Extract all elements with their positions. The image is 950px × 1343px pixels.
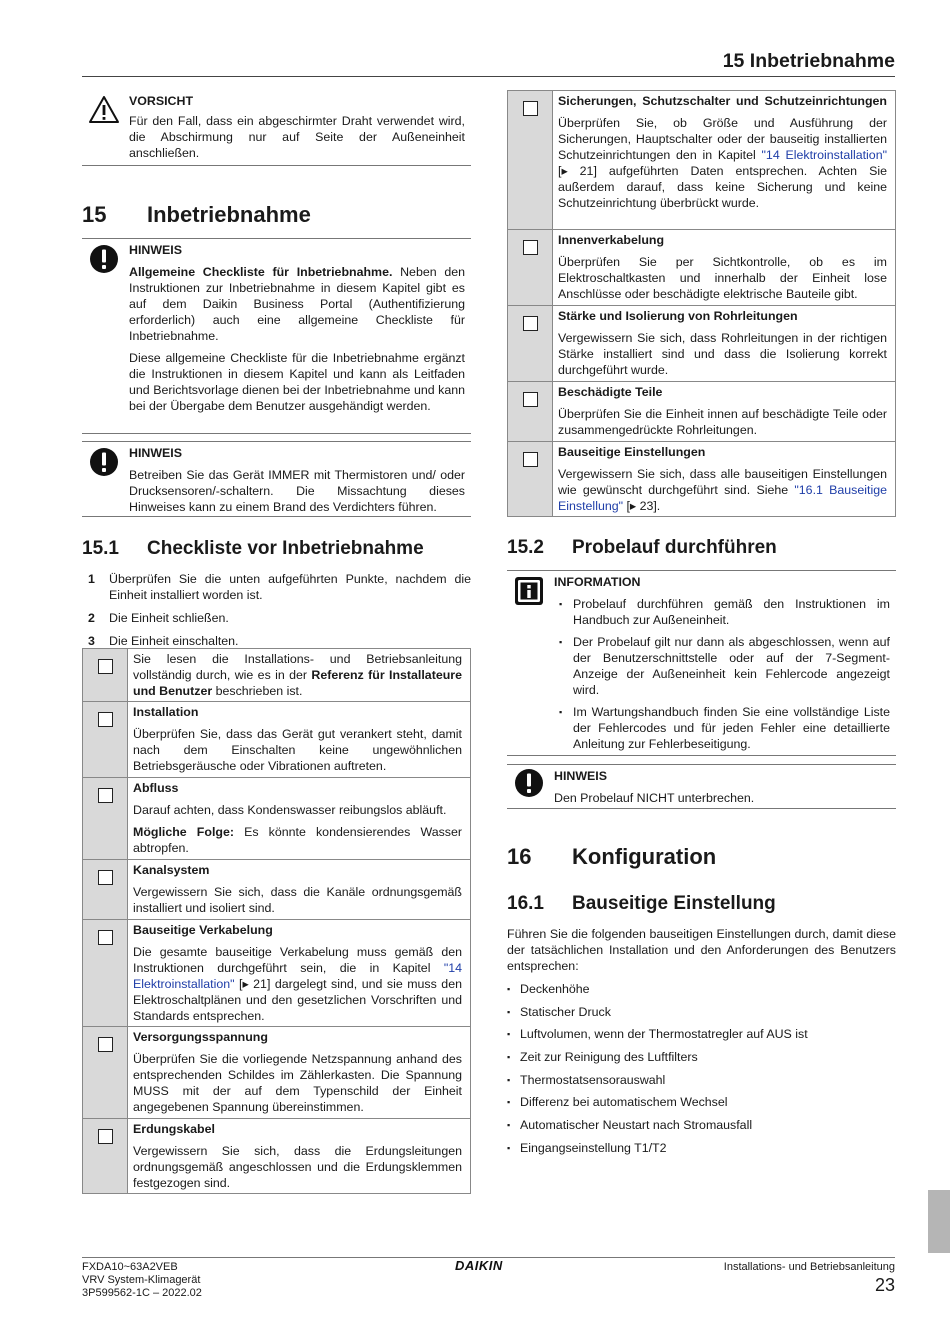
section-number: 15.2	[507, 537, 544, 558]
checkbox-cell	[83, 702, 128, 778]
configuration-settings-list	[507, 981, 896, 1163]
row-title: Kanalsystem	[133, 863, 210, 877]
row-text-bold: Referenz für Installateure und Benutzer	[133, 668, 462, 698]
section-title: Inbetriebnahme	[147, 202, 311, 227]
row-text	[558, 115, 887, 211]
consequence-label: Mögliche Folge:	[133, 825, 234, 839]
footer-manual-title: Installations- und Betriebsanleitung	[723, 1261, 895, 1273]
checkbox-cell	[83, 649, 128, 702]
section-number: 15	[82, 202, 107, 227]
section-number: 16	[507, 844, 532, 869]
row-title: Beschädigte Teile	[558, 385, 663, 399]
list-item: ▪ Automatischer Neustart nach Stromausfall	[507, 1117, 896, 1133]
information-box	[507, 570, 896, 756]
section-15-heading	[82, 202, 471, 228]
procedure-steps	[82, 571, 471, 656]
pre-commissioning-checklist	[82, 648, 471, 1194]
notice-lead-text: Neben den Instruktionen zur Inbetriebnahme in diesem Kapitel gibt es auf dem Daikin Business Portal (Authentifizierung erforderlich) auch eine allgemeine Checkliste für Inbetriebnahme.	[129, 265, 465, 343]
notice-box-checklist	[82, 238, 471, 434]
row-text-part: Die gesamte bauseitige Verkabelung muss gemäß den Instruktionen durchgeführt sein, die in Kapitel	[133, 945, 462, 975]
checklist-row	[508, 382, 896, 442]
step-item	[82, 633, 471, 649]
notice-box-thermistors	[82, 441, 471, 517]
checklist-row	[83, 1119, 471, 1194]
section-number: 16.1	[507, 893, 544, 914]
consequence-text: Es könnte kondensierendes Wasser abtropfen.	[133, 825, 463, 855]
information-icon	[513, 575, 545, 607]
list-item: ▪ Eingangseinstellung T1/T2	[507, 1140, 896, 1156]
checkbox-icon[interactable]	[98, 788, 113, 803]
section-title: Checkliste vor Inbetriebnahme	[147, 538, 424, 559]
row-title: Stärke und Isolierung von Rohrleitungen	[558, 309, 798, 323]
step-text: Überprüfen Sie die unten aufgeführten Punkte, nachdem die Einheit installiert worden ist.	[109, 572, 471, 602]
checkbox-cell	[508, 306, 553, 382]
list-item: ▪ Im Wartungshandbuch finden Sie eine vollständige Liste der Fehlercodes und für jeden Fehler eine detaillierte Anleitung zur Fehlerbeseitigung.	[554, 704, 890, 752]
checkbox-cell	[83, 778, 128, 860]
footer-right	[724, 1261, 895, 1296]
row-text: Überprüfen Sie, dass das Gerät gut verankert steht, damit nach dem Einschalten keine ungewöhnlichen Betriebsgeräusche oder Vibrationen auftreten.	[133, 727, 462, 773]
list-item: ▪ Luftvolumen, wenn der Thermostatregler auf AUS ist	[507, 1026, 896, 1042]
page-reference: [▸ 23]	[623, 499, 657, 513]
section-15-1-heading	[82, 538, 471, 560]
checklist-row	[508, 230, 896, 306]
checkbox-icon[interactable]	[98, 659, 113, 674]
checkbox-icon[interactable]	[98, 1037, 113, 1052]
section-number: 15.1	[82, 538, 119, 559]
row-title: Versorgungsspannung	[133, 1030, 268, 1044]
row-title: Erdungskabel	[133, 1122, 215, 1136]
running-header-title: 15 Inbetriebnahme	[722, 50, 895, 72]
notice-title: HINWEIS	[129, 243, 183, 257]
checklist-text	[553, 306, 896, 382]
list-item: ▪ Der Probelauf gilt nur dann als abgeschlossen, wenn auf der Benutzerschnittstelle oder auf der 7-Segment-Anzeige der Außeneinheit kein Fehlercode angezeigt wird.	[554, 634, 890, 698]
caution-box	[82, 90, 471, 166]
row-title: Abfluss	[133, 781, 179, 795]
checkbox-cell	[83, 1027, 128, 1119]
row-text-part: aufgeführten Daten entsprechen. Achten Sie außerdem darauf, dass keine Sicherung und keine Schutzeinrichtung überbrückt wurde.	[558, 164, 887, 210]
row-title: Sicherungen, Schutzschalter und Schutzeinrichtungen	[558, 94, 887, 108]
checklist-text	[553, 442, 896, 517]
checkbox-icon[interactable]	[523, 101, 538, 116]
list-item: ▪ Thermostatsensorauswahl	[507, 1072, 896, 1088]
row-text-part: .	[656, 499, 661, 513]
section-title: Bauseitige Einstellung	[572, 893, 776, 914]
checklist-text	[128, 860, 471, 920]
checklist-text	[128, 1027, 471, 1119]
checklist-text	[553, 382, 896, 442]
notice-text: Betreiben Sie das Gerät IMMER mit Thermistoren und/ oder Drucksensoren/-schaltern. Die Missachtung dieses Hinweises kann zu einem Brand des Verdichters führen.	[129, 468, 465, 514]
checkbox-cell	[83, 1119, 128, 1194]
checkbox-cell	[83, 860, 128, 920]
information-list	[554, 596, 890, 752]
page-reference: [▸ 21]	[234, 977, 271, 991]
step-number: 3	[88, 634, 95, 648]
checkbox-icon[interactable]	[98, 870, 113, 885]
footer-document-id: 3P599562-1C – 2022.02	[82, 1287, 202, 1299]
warning-triangle-icon	[88, 94, 120, 126]
row-text: Darauf achten, dass Kondenswasser reibungslos abläuft.	[133, 803, 447, 817]
step-text: Die Einheit schließen.	[109, 611, 229, 625]
checklist-text	[128, 920, 471, 1027]
row-text: Vergewissern Sie sich, dass die Erdungsleitungen ordnungsgemäß angeschlossen und die Erdungsklemmen festgezogen sind.	[133, 1144, 462, 1190]
step-text: Die Einheit einschalten.	[109, 634, 239, 648]
notice-text: Den Probelauf NICHT unterbrechen.	[554, 791, 755, 805]
checkbox-cell	[508, 230, 553, 306]
notice-title: HINWEIS	[554, 769, 608, 783]
cross-reference-link[interactable]: "14 Elektroinstallation"	[761, 148, 887, 162]
page-number: 23	[874, 1275, 895, 1295]
notice-exclamation-icon	[88, 243, 120, 275]
configuration-intro: Führen Sie die folgenden bauseitigen Einstellungen durch, damit diese der tatsächlichen Installation und den Anforderungen des Benutzers entsprechen:	[507, 927, 896, 973]
notice-title: HINWEIS	[129, 446, 183, 460]
checkbox-icon[interactable]	[523, 392, 538, 407]
checklist-text	[128, 649, 471, 702]
checkbox-icon[interactable]	[98, 1129, 113, 1144]
checklist-row	[508, 442, 896, 517]
checklist-row	[83, 920, 471, 1027]
row-title: Installation	[133, 705, 199, 719]
list-item: ▪ Deckenhöhe	[507, 981, 896, 997]
row-text-part: dargelegt sind, und sie muss den Elektroschaltplänen und den gesetzlichen Vorschriften und Standards entsprechen.	[133, 977, 462, 1023]
step-number: 1	[88, 572, 95, 586]
notice-exclamation-icon	[88, 446, 120, 478]
chapter-side-tab	[928, 1190, 950, 1253]
checklist-row	[83, 1027, 471, 1119]
checklist-row	[83, 860, 471, 920]
row-text: Überprüfen Sie die vorliegende Netzspannung anhand des entsprechenden Schildes im Zählerkasten. Die Spannung MUSS mit der auf dem Typenschild der Einheit angegebenen Spannung übereinstimmen.	[133, 1052, 462, 1114]
page-reference: [▸ 21]	[558, 164, 597, 178]
section-15-2-heading	[507, 537, 896, 559]
checkbox-icon[interactable]	[523, 240, 538, 255]
checkbox-icon[interactable]	[523, 316, 538, 331]
checklist-text	[553, 230, 896, 306]
row-text: Überprüfen Sie die Einheit innen auf beschädigte Teile oder zusammengedrückte Rohrleitungen.	[558, 407, 887, 437]
footer-product: VRV System-Klimagerät	[82, 1274, 201, 1286]
checklist-row	[83, 702, 471, 778]
header-rule	[82, 76, 895, 77]
row-title: Bauseitige Verkabelung	[133, 923, 273, 937]
notice-box-test-run	[507, 764, 896, 809]
checkbox-cell	[83, 920, 128, 1027]
checklist-text	[128, 1119, 471, 1194]
caution-text: Für den Fall, dass ein abgeschirmter Draht verwendet wird, die Abschirmung nur auf Seite der Außeneinheit anschließen.	[129, 114, 465, 160]
row-text: beschrieben ist.	[212, 684, 303, 698]
footer-left	[82, 1261, 202, 1300]
cross-reference-link[interactable]: "16.1 Bauseitige Einstellung"	[558, 483, 887, 513]
section-16-heading	[507, 844, 896, 870]
footer-model: FXDA10~63A2VEB	[82, 1261, 178, 1273]
checklist-row	[508, 306, 896, 382]
cross-reference-link[interactable]: "14 Elektroinstallation"	[133, 961, 462, 991]
section-title: Konfiguration	[572, 844, 717, 869]
checkbox-icon[interactable]	[523, 452, 538, 467]
row-text-part: Überprüfen Sie, ob Größe und Ausführung der Sicherungen, Hauptschalter oder der bauseitig installierten Schutzeinrichtungen den in Kapitel	[558, 116, 887, 162]
checklist-row	[83, 778, 471, 860]
notice-paragraph-1	[129, 264, 465, 344]
checklist-row	[83, 649, 471, 702]
list-item: ▪ Probelauf durchführen gemäß den Instruktionen im Handbuch zur Außeneinheit.	[554, 596, 890, 628]
row-title: Innenverkabelung	[558, 233, 665, 247]
caution-title: VORSICHT	[129, 94, 194, 108]
checklist-text	[553, 91, 896, 230]
checkbox-cell	[508, 442, 553, 517]
row-text	[133, 944, 462, 1024]
row-text: Vergewissern Sie sich, dass die Kanäle ordnungsgemäß installiert und isoliert sind.	[133, 885, 462, 915]
row-text-part: Vergewissern Sie sich, dass alle bauseitigen Einstellungen wie gewünscht durchgeführt sind. Siehe	[558, 467, 887, 497]
information-title: INFORMATION	[554, 575, 641, 589]
daikin-logo: DAIKIN	[455, 1258, 503, 1273]
list-item: ▪ Statischer Druck	[507, 1004, 896, 1020]
section-16-1-heading	[507, 893, 896, 915]
notice-exclamation-icon	[513, 767, 545, 799]
row-text	[558, 466, 887, 514]
row-text: Sie lesen die Installations- und Betriebsanleitung vollständig durch, wie es in der	[133, 652, 462, 682]
row-text: Vergewissern Sie sich, dass Rohrleitungen in der richtigen Stärke installiert sind und dass die Isolierung korrekt durchgeführt wurde.	[558, 331, 887, 377]
notice-lead: Allgemeine Checkliste für Inbetriebnahme.	[129, 265, 393, 279]
checkbox-icon[interactable]	[98, 930, 113, 945]
notice-paragraph-2: Diese allgemeine Checkliste für die Inbetriebnahme ergänzt die Instruktionen in diesem Kapitel und kann als Leitfaden und Berichtsvorlage dienen bei der Inbetriebnahme und kann bei der Übergabe dem Benutzer ausgehändigt werden.	[129, 351, 465, 413]
row-text: Überprüfen Sie per Sichtkontrolle, ob es im Elektroschaltkasten und innerhalb der Einheit lose Anschlüsse oder beschädigte elektrische Bauteile gibt.	[558, 255, 887, 301]
section-title: Probelauf durchführen	[572, 537, 777, 558]
list-item: ▪ Differenz bei automatischem Wechsel	[507, 1094, 896, 1110]
step-number: 2	[88, 611, 95, 625]
checklist-text	[128, 778, 471, 860]
step-item	[82, 571, 471, 603]
row-title: Bauseitige Einstellungen	[558, 445, 706, 459]
pre-commissioning-checklist-continued	[507, 90, 896, 517]
list-item: ▪ Zeit zur Reinigung des Luftfilters	[507, 1049, 896, 1065]
checkbox-cell	[508, 91, 553, 230]
step-item	[82, 610, 471, 626]
checklist-row	[508, 91, 896, 230]
row-consequence	[133, 824, 462, 856]
checklist-text	[128, 702, 471, 778]
checkbox-cell	[508, 382, 553, 442]
checkbox-icon[interactable]	[98, 712, 113, 727]
